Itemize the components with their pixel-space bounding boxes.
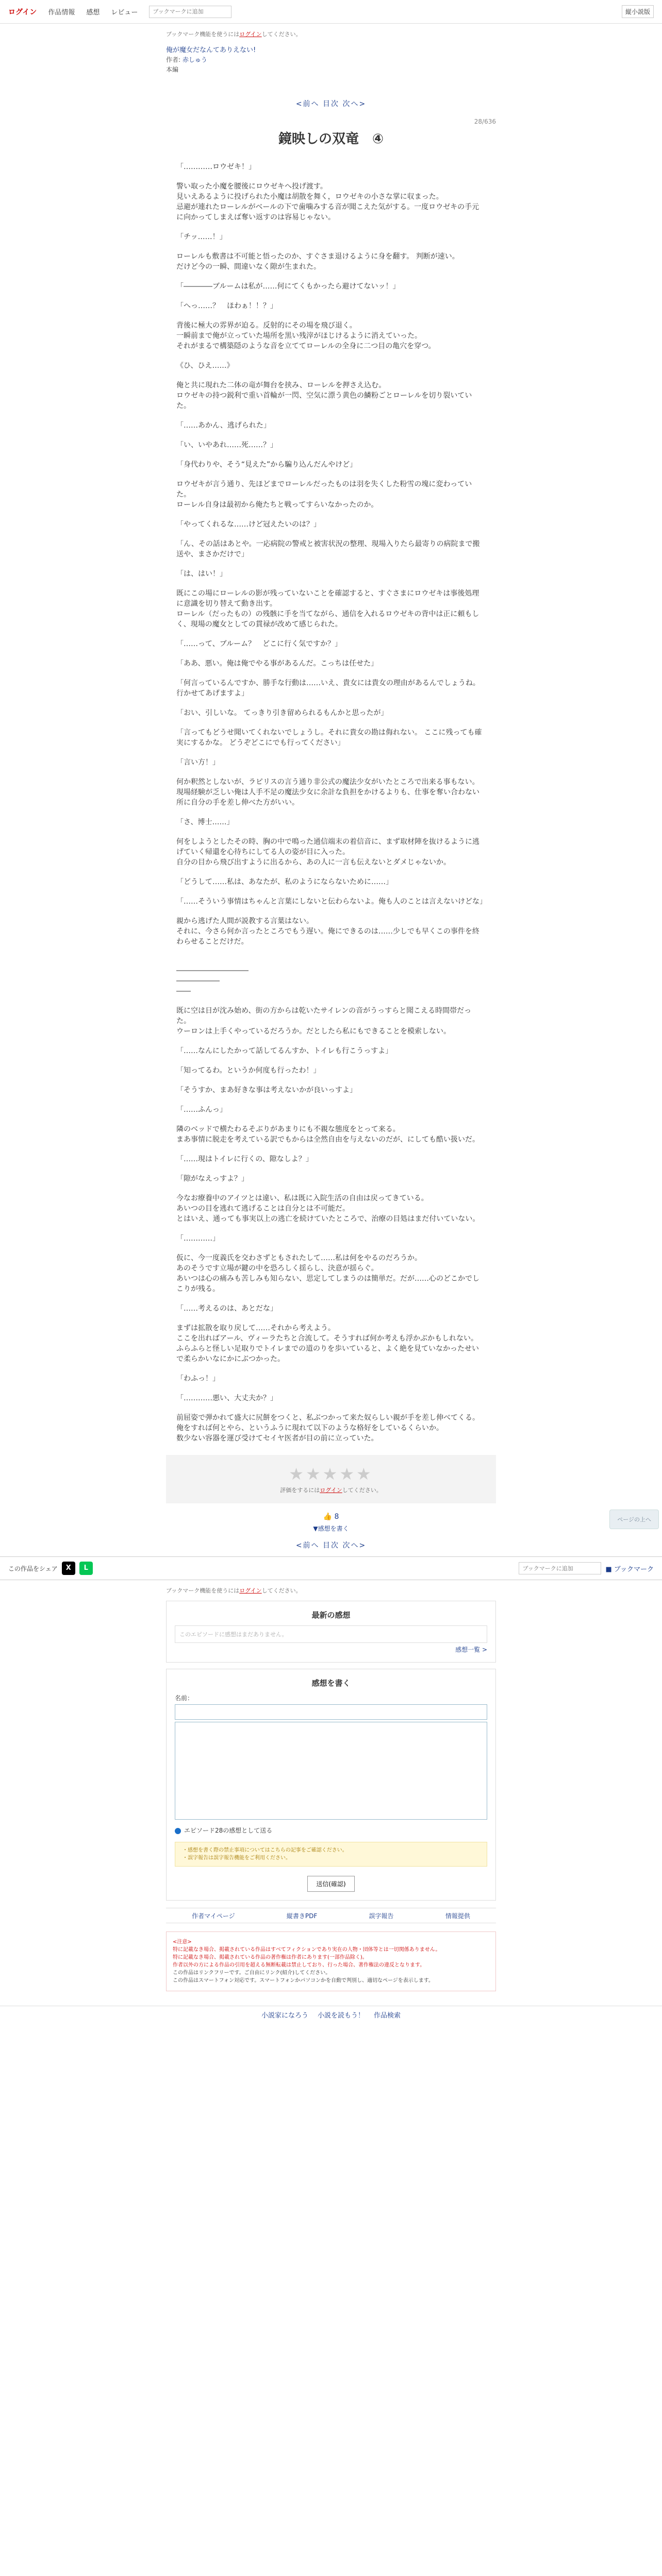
episode-number: 28/636: [474, 118, 496, 125]
paragraph-gap: [176, 579, 486, 588]
paragraph-gap: [176, 718, 486, 727]
bookmark-add-input-bottom[interactable]: [519, 1562, 601, 1574]
main-content: [166, 30, 496, 1550]
notice-box: <注意> 特に記載なき場合、掲載されている作品はすべてフィクションであり実在の人物・団体等とは一切関係ありません。 特に記載なき場合、掲載されている作品の著作権は作者にあります(一部作品除く)。 作者以外の方による作品の引用を超える無断転載は禁止しており、行った場合、著作権法の違反となります。 この作品はリンクフリーです。ご自由にリンク(紹介)してください。 この作品はスマートフォン対応です。スマートフォンかパソコンかを自動で判別し、適切なページを表示します。: [166, 1931, 496, 1991]
review-textarea[interactable]: [175, 1722, 487, 1820]
nav-reviews[interactable]: 感想: [86, 9, 100, 16]
paragraph-gap: [176, 1184, 486, 1193]
reaction-button[interactable]: [166, 1513, 496, 1521]
body-paragraph: 俺と共に現れた二体の竜が舞台を挟み、ローレルを押さえ込む。: [176, 381, 386, 389]
episode-title: 鏡映しの双竜 ④: [278, 131, 384, 147]
body-paragraph: 「やってくれるな……けど冠えたいのは？」: [176, 520, 321, 529]
body-paragraph: 「……そういう事情はちゃんと言葉にしないと伝わらないよ。俺も人のことは言えないけどな」: [176, 897, 487, 906]
body-paragraph: ローレルも敷書は不可能と悟ったのか、すぐさま退けるように身を翻す。 判断が速い。: [176, 252, 459, 261]
body-paragraph: 「い、いやあれ……死……？」: [176, 441, 277, 449]
no-reviews-text: このエピソードに感想はまだありません。: [175, 1625, 487, 1643]
name-input[interactable]: [175, 1704, 487, 1720]
rating-box: [166, 1455, 496, 1503]
body-paragraph: ――――――――――: [176, 967, 249, 975]
nav-work-info[interactable]: 作品情報: [48, 9, 75, 16]
bookmark-login-note-bottom: ブックマーク機能を使うにはログインしてください。: [166, 1587, 302, 1594]
vertical-mode-button[interactable]: 縦小説版: [622, 5, 654, 18]
body-paragraph: それに、今さら何か言ったところでもう遅い。俺にできるのは……少しでも早くこの事件を終わらせることだけだ。: [176, 927, 479, 946]
paragraph-gap: [176, 1115, 486, 1124]
body-paragraph: 背後に極大の雰界が迫る。反射的にその場を飛び退く。: [176, 321, 357, 330]
body-paragraph: 隣のベッドで横たわるそぶりがあまりにも不親な態度をとって来る。: [176, 1125, 400, 1133]
body-paragraph: 「そうすか、まあ好きな事は考えないかが良いっすよ」: [176, 1086, 357, 1094]
body-paragraph: まあ事情に脱走を考えている訳でもからは全然自由を与えないのだが、にしても酷い扱いだ。: [176, 1136, 479, 1144]
vertical-pdf-link[interactable]: 縦書きPDF: [286, 1912, 318, 1920]
paragraph-gap: [176, 470, 486, 479]
share-label: この作品をシェア: [8, 1565, 58, 1572]
x-share-icon[interactable]: X: [62, 1562, 75, 1575]
paragraph-gap: [176, 808, 486, 817]
body-paragraph: 「ん、その話はあとや。一応病院の警戒と被害状況の整理、現場入りたら最寄りの病院まで搬送や、まさかだけで」: [176, 540, 480, 558]
paragraph-gap: [176, 1364, 486, 1374]
paragraph-gap: [176, 748, 486, 757]
paragraph-gap: [176, 272, 486, 281]
paragraph-gap: [176, 947, 486, 956]
site-link-search[interactable]: 作品検索: [374, 2012, 401, 2020]
body-paragraph: 「おい、引しいな。 てっきり引き留められるもんかと思ったが」: [176, 709, 388, 717]
body-paragraph: 見いえあるように投げられた小魔は胡散を舞く，ロウゼキの小さな掌に収まった。: [176, 193, 443, 201]
body-paragraph: 「言い方！」: [176, 758, 220, 767]
toc-link[interactable]: 目次: [323, 1541, 339, 1550]
paragraph-gap: [176, 1056, 486, 1065]
share-bar: [0, 1556, 662, 1580]
share-right: [519, 1562, 654, 1574]
info-report-link[interactable]: 情報提供: [445, 1912, 470, 1920]
paragraph-gap: [176, 1294, 486, 1303]
paragraph-gap: [176, 431, 486, 440]
lower-content: [166, 1586, 496, 1991]
paragraph-gap: [176, 956, 486, 965]
body-paragraph: 警い取った小魔を腰後にロウゼキへ投げ渡す。: [176, 182, 327, 191]
paragraph-gap: [176, 1244, 486, 1253]
body-paragraph: 「身代わりや、そう“見えた”から騙り込んだんやけど」: [176, 461, 357, 469]
next-link[interactable]: 次へ>: [342, 1541, 367, 1550]
body-paragraph: 俺をすれば何とやら、というふうに現れて以下のような格好をしているくらいか。: [176, 1424, 443, 1432]
body-paragraph: 一瞬前まで俺が立っていた場所を黒い残滓がほじけるように消えていった。: [176, 332, 422, 340]
body-paragraph: 「さ、博士……」: [176, 818, 234, 826]
pager-top: [166, 98, 496, 109]
body-paragraph: 「どうして……私は、あなたが、私のようにならないために……」: [176, 878, 393, 886]
review-form-title: 感想を書く: [311, 1679, 351, 1688]
footer-links: [166, 1908, 496, 1923]
paragraph-gap: [176, 1037, 486, 1046]
body-paragraph: 「――――ブルームは私が……何にてくもかったら避けてないッ！」: [176, 282, 400, 291]
body-paragraph: ローレル（だったもの）の残骸に手を当てながら、通信を入れるロウゼキの背中は正に頼もしく、現場の魔女としての貫禄が改めて感じられた。: [176, 610, 479, 629]
body-paragraph: 忌避が連れたローレルがベールの下で歯噛みする音が聞こえた気がする。一度ロウゼキの手元に向かってしまえば奪い返すのは容易じゃない。: [176, 203, 479, 222]
body-paragraph: とはいえ、通っても事実以上の逃亡を続けていたところで、治療の目処はまだ付いていない。: [176, 1215, 480, 1223]
novel-body: [166, 162, 496, 1444]
body-paragraph: 親から逃げた人間が説教する言葉はない。: [176, 917, 313, 925]
author-mypage-link[interactable]: 作者マイページ: [192, 1912, 235, 1920]
bookmark-login-note: ブックマーク機能を使うにはログインしてください。: [166, 31, 302, 38]
body-paragraph: 「へっ……？ ほわぁ！！？」: [176, 302, 277, 310]
paragraph-gap: [176, 450, 486, 460]
prev-link[interactable]: <前へ: [295, 100, 320, 108]
body-paragraph: あいつの目を逃れて逃げることは自分とは不可能だ。: [176, 1205, 350, 1213]
name-label: 名前：: [175, 1694, 194, 1702]
body-paragraph: ロウゼキの持つ鋭利で重い首輪が一閃、空気に漂う黄色の鱗粉ごとローレルを切り裂いていた。: [176, 392, 472, 410]
body-paragraph: 「……現はトイレに行くの、隙なしよ？」: [176, 1155, 313, 1163]
thumbs-up-icon: 👍: [323, 1513, 333, 1521]
series-title[interactable]: 俺が魔女だなんてありえない!: [166, 46, 256, 54]
body-paragraph: 仮に、今一度義氏を交わさずともされたして……私は何をやるのだろうか。: [176, 1254, 422, 1262]
paragraph-gap: [176, 242, 486, 251]
review-list-link[interactable]: 感想一覧 >: [455, 1646, 487, 1653]
paragraph-gap: [176, 1384, 486, 1393]
login-link[interactable]: ログイン: [8, 8, 37, 16]
paragraph-gap: [176, 530, 486, 539]
body-paragraph: 何をしようとしたその時、胸の中で鳴った通信端末の着信音に、まず取材陣を抜けるように逃げていく帰還を心待ちにしてる人の姿が目に入った。: [176, 838, 479, 856]
episode-review-checkbox[interactable]: エピソード28の感想として送る: [175, 1826, 487, 1835]
body-paragraph: 自分の目から飛び出すように出るから、あの人に一言も伝えないとダメじゃないか。: [176, 858, 451, 867]
toc-link[interactable]: 目次: [323, 100, 339, 108]
write-review-link[interactable]: ▼感想を書く: [313, 1525, 349, 1532]
latest-reviews-title: 最新の感想: [311, 1611, 351, 1620]
paragraph-gap: [176, 868, 486, 877]
body-paragraph: それがまるで構築隠のような音を立ててローレルの全身に二つ目の亀穴を穿つ。: [176, 342, 436, 350]
body-paragraph: ふらふらと怪しい足取りでトイレまでの道のりを歩いていると、よく絶を見ていなかったせいで柔らかいなにかにぶつかった。: [176, 1345, 479, 1363]
rating-stars[interactable]: ★★★★★: [289, 1464, 373, 1484]
body-paragraph: 「ああ、悪い。俺は俺でやる事があるんだ。こっちは任せた」: [176, 659, 378, 668]
paragraph-gap: [176, 827, 486, 837]
body-paragraph: あのそうです立場が鍵の中を恐ろしく揺らし、決意が揺らぐ。: [176, 1264, 378, 1273]
submit-review-button[interactable]: 送信(確認): [307, 1876, 354, 1892]
body-paragraph: 現場経験が乏しい俺は人手不足の魔法少女に余計な負担をかけるよりも、仕事を奪い合わない所に自分の手を差し伸べた方がいい。: [176, 788, 479, 807]
paragraph-gap: [176, 630, 486, 639]
body-paragraph: 「知ってるわ。というか何度も行ったわ！」: [176, 1066, 321, 1075]
paragraph-gap: [176, 510, 486, 519]
login-link-inline[interactable]: ログイン: [239, 31, 262, 38]
body-paragraph: 数少ない容器を運び受けてセイヤ医者が目の前に立っていた。: [176, 1434, 378, 1443]
body-paragraph: 今なお療養中のアイツとは違い、私は既に入院生活の自由は戻ってきている。: [176, 1194, 428, 1202]
paragraph-gap: [176, 996, 486, 1006]
body-paragraph: 「何言っているんですか、勝手な行動は……いえ、貴女には貴女の理由があるんでしょうね。 行かせてあげますよ」: [176, 679, 480, 698]
body-paragraph: 前屈姿で弾かれて盛大に尻餅をつくと、私ぶつかって来た奴らしい親が手を差し伸べてくる。: [176, 1414, 479, 1422]
body-paragraph: ――――――: [176, 977, 220, 985]
paragraph-gap: [176, 1145, 486, 1154]
paragraph-gap: [176, 172, 486, 181]
bottom-navigation: [0, 2006, 662, 2023]
body-paragraph: 既にこの場にローレルの影が残っていないことを確認すると、すぐさまにロウゼキは事後処理に意識を切り替えて動き出す。: [176, 589, 479, 608]
paragraph-gap: [176, 371, 486, 380]
body-paragraph: まずは拡散を取り戻して……それから考えよう。: [176, 1324, 335, 1332]
body-paragraph: 何か釈然としないが、ラピリスの言う通り非公式の魔法少女がいたところで出来る事もない。: [176, 778, 479, 786]
paragraph-gap: [176, 411, 486, 420]
rating-login-link[interactable]: ログイン: [320, 1487, 342, 1494]
body-paragraph: あいつは心の痛みも苦しみも知らない、思定してしまうのは簡単だ。だが……心のどこかでしこりが残る。: [176, 1275, 479, 1293]
paragraph-gap: [176, 1095, 486, 1105]
body-paragraph: ――: [176, 987, 191, 995]
body-paragraph: 「隙がなえっすよ？」: [176, 1175, 249, 1183]
paragraph-gap: [176, 768, 486, 777]
paragraph-gap: [176, 223, 486, 232]
paragraph-gap: [176, 907, 486, 916]
paragraph-gap: [176, 1076, 486, 1085]
paragraph-gap: [176, 649, 486, 658]
latest-reviews-box: [166, 1601, 496, 1663]
paragraph-gap: [176, 351, 486, 361]
site-link-yomou[interactable]: 小説を読もう！: [317, 2012, 365, 2020]
body-paragraph: 「……なんにしたかって話してるんすか、トイレも行こうっすよ」: [176, 1047, 393, 1055]
body-paragraph: 「……考えるのは、あとだな」: [176, 1304, 277, 1313]
paragraph-gap: [176, 699, 486, 708]
line-share-icon[interactable]: L: [79, 1562, 93, 1575]
body-paragraph: ロウゼキが言う通り、先ほどまでローレルだったものは羽を失くした粉雪の塊に変わっていた。: [176, 480, 472, 499]
prev-link[interactable]: <前へ: [295, 1541, 320, 1550]
page-top-button[interactable]: ページの上へ: [609, 1510, 659, 1529]
body-paragraph: だけど今の一瞬、間違いなく隙が生まれた。: [176, 263, 321, 271]
paragraph-gap: [176, 669, 486, 678]
body-paragraph: 既に空は日が沈み始め、街の方からは乾いたサイレンの音がうっすらと聞こえる時間帯だった。: [176, 1007, 472, 1025]
next-link[interactable]: 次へ>: [342, 100, 367, 108]
body-paragraph: ローレル自身は最初から俺たちと戦ってすらいなかったのか。: [176, 501, 378, 509]
review-warning: ・感想を書く際の禁止事項についてはこちらの記事をご確認ください。 ・誤字報告は誤字報告機能をご利用ください。: [175, 1842, 487, 1867]
bookmark-button[interactable]: ■ ブックマーク: [605, 1565, 654, 1573]
body-paragraph: 「わふっ！」: [176, 1375, 220, 1383]
body-paragraph: 「…………悪い、大丈夫か？」: [176, 1394, 277, 1402]
paragraph-gap: [176, 560, 486, 569]
top-navigation: [0, 0, 662, 24]
nav-review-page[interactable]: レビュー: [111, 9, 138, 16]
reaction-count: 8: [334, 1513, 339, 1521]
typo-report-link[interactable]: 誤字報告: [369, 1912, 394, 1920]
paragraph-gap: [176, 292, 486, 301]
notice-heading: <注意>: [173, 1939, 192, 1945]
paragraph-gap: [176, 1314, 486, 1323]
body-paragraph: 「…………ロウゼキ！」: [176, 163, 256, 171]
paragraph-gap: [176, 887, 486, 896]
body-paragraph: 「言ってもどうせ聞いてくれないでしょうし。それに貴女の勘は侮れない。 ここに残っても確実にするかな。 どうぞどこにでも行ってください」: [176, 728, 482, 747]
body-paragraph: ここを出ればアール、ヴィーラたちと合流して。そうすれば何か考えも浮かぶかもしれない。: [176, 1334, 478, 1343]
body-paragraph: 「…………」: [176, 1234, 220, 1243]
body-paragraph: 「チッ……！」: [176, 233, 227, 241]
body-paragraph: 「は、はい！」: [176, 570, 227, 578]
paragraph-gap: [176, 1403, 486, 1413]
body-paragraph: ウーロンは上手くやっているだろうか。だとしたら私にもできることを模索しない。: [176, 1027, 451, 1036]
body-paragraph: 「……ふんっ」: [176, 1106, 227, 1114]
body-paragraph: 「……あかん、逃げられた」: [176, 421, 271, 430]
chapter-label: 本編: [166, 66, 179, 73]
paragraph-gap: [176, 311, 486, 320]
radio-checked-icon: [175, 1828, 181, 1834]
login-link-inline[interactable]: ログイン: [239, 1587, 262, 1594]
bookmark-add-input[interactable]: [149, 6, 231, 18]
body-paragraph: 「……って、ブルーム？ どこに行く気ですか？」: [176, 640, 342, 648]
pager-bottom: [166, 1540, 496, 1550]
paragraph-gap: [176, 1164, 486, 1174]
body-paragraph: 《ひ、ひえ……》: [176, 362, 234, 370]
site-link-narou[interactable]: 小説家になろう: [261, 2012, 308, 2020]
author-line: 作者: 赤しゅう: [166, 56, 207, 63]
review-form: [166, 1669, 496, 1901]
rating-note: 評価をするにはログインしてください。: [280, 1487, 382, 1494]
author-link[interactable]: 赤しゅう: [182, 56, 207, 63]
paragraph-gap: [176, 1224, 486, 1233]
